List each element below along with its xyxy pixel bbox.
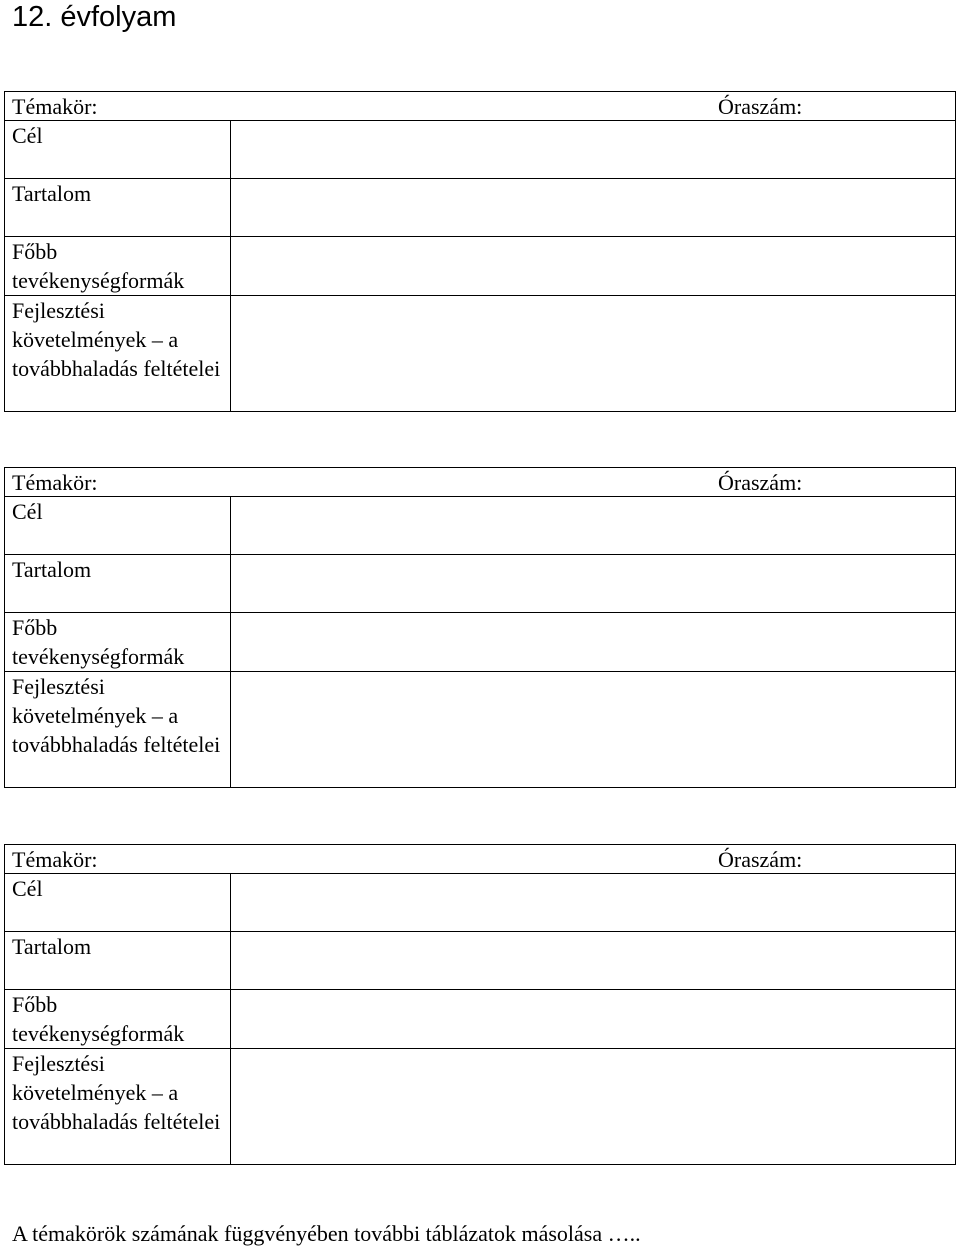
topic-label: Témakör: (12, 470, 98, 495)
goal-input-cell[interactable] (231, 497, 956, 555)
page-title: 12. évfolyam (12, 1, 177, 33)
activities-row (5, 613, 956, 672)
topic-table-2 (4, 467, 956, 788)
footer-note: A témakörök számának függvényében további táblázatok másolása ….. (12, 1221, 641, 1246)
hours-label: Óraszám: (718, 94, 803, 119)
topic-header-row (5, 845, 956, 874)
content-row (5, 179, 956, 237)
topic-header-row (5, 468, 956, 497)
requirements-label: Fejlesztési követelmények – a továbbhaladás feltételei (5, 1049, 231, 1165)
requirements-input-cell[interactable] (231, 1049, 956, 1165)
requirements-label: Fejlesztési követelmények – a továbbhaladás feltételei (5, 296, 231, 412)
requirements-input-cell[interactable] (231, 672, 956, 788)
activities-label: Főbb tevékenységformák (5, 613, 231, 672)
goal-row (5, 874, 956, 932)
goal-label: Cél (5, 874, 231, 932)
goal-label: Cél (5, 497, 231, 555)
goal-input-cell[interactable] (231, 121, 956, 179)
requirements-row (5, 672, 956, 788)
content-row (5, 555, 956, 613)
requirements-row (5, 296, 956, 412)
requirements-input-cell[interactable] (231, 296, 956, 412)
content-label: Tartalom (5, 932, 231, 990)
activities-label: Főbb tevékenységformák (5, 990, 231, 1049)
content-input-cell[interactable] (231, 179, 956, 237)
topic-header-cell[interactable] (5, 845, 956, 874)
activities-row (5, 237, 956, 296)
topic-table-3 (4, 844, 956, 1165)
content-input-cell[interactable] (231, 555, 956, 613)
topic-table-1 (4, 91, 956, 412)
topic-header-row (5, 92, 956, 121)
hours-label: Óraszám: (718, 847, 803, 872)
activities-input-cell[interactable] (231, 237, 956, 296)
hours-label: Óraszám: (718, 470, 803, 495)
topic-header-cell[interactable] (5, 468, 956, 497)
content-input-cell[interactable] (231, 932, 956, 990)
content-label: Tartalom (5, 179, 231, 237)
requirements-row (5, 1049, 956, 1165)
goal-label: Cél (5, 121, 231, 179)
topic-label: Témakör: (12, 847, 98, 872)
activities-label: Főbb tevékenységformák (5, 237, 231, 296)
topic-header-cell[interactable] (5, 92, 956, 121)
content-row (5, 932, 956, 990)
goal-input-cell[interactable] (231, 874, 956, 932)
requirements-label: Fejlesztési követelmények – a továbbhaladás feltételei (5, 672, 231, 788)
goal-row (5, 121, 956, 179)
goal-row (5, 497, 956, 555)
activities-input-cell[interactable] (231, 613, 956, 672)
activities-row (5, 990, 956, 1049)
topic-label: Témakör: (12, 94, 98, 119)
activities-input-cell[interactable] (231, 990, 956, 1049)
content-label: Tartalom (5, 555, 231, 613)
